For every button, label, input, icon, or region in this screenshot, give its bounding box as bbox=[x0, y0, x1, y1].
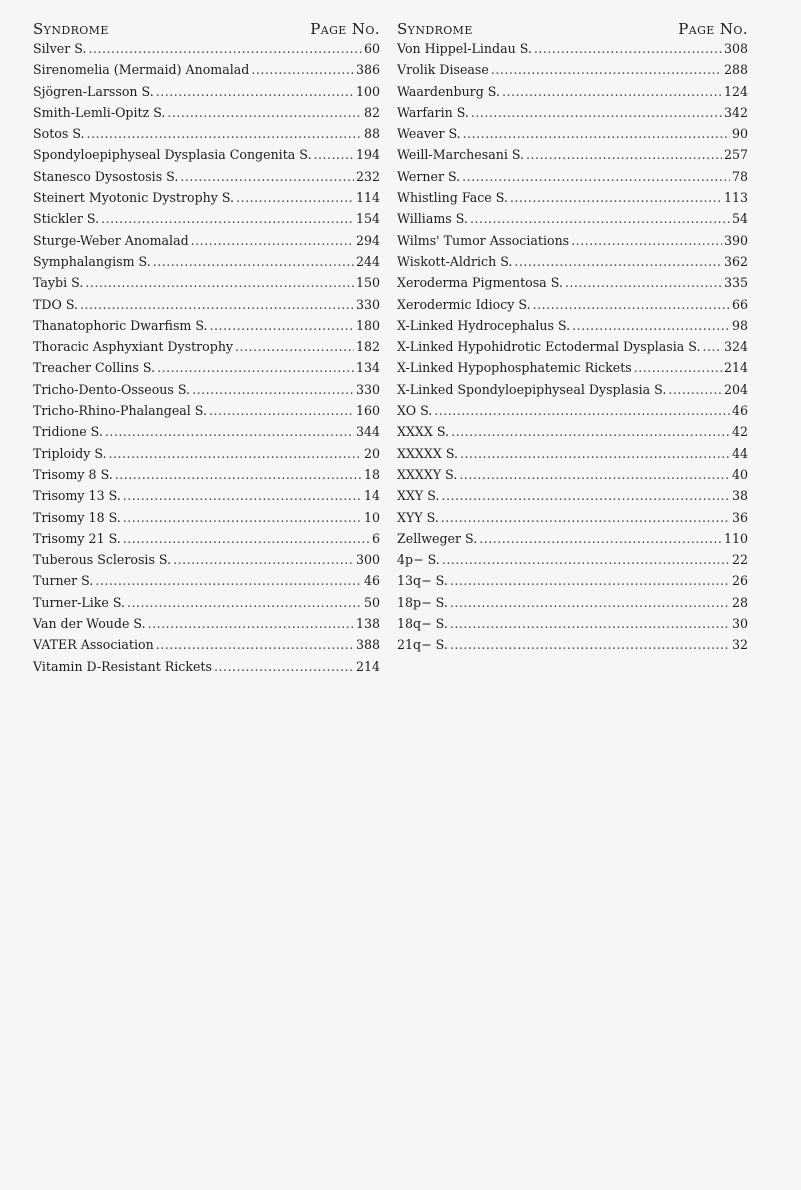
syndrome-name: Wiskott-Aldrich S. bbox=[397, 253, 513, 269]
index-entry bbox=[397, 592, 748, 613]
dot-leader bbox=[214, 656, 354, 677]
page-number: 214 bbox=[723, 360, 748, 376]
column-header bbox=[33, 20, 380, 38]
page-number: 42 bbox=[731, 424, 748, 440]
syndrome-name: Steinert Myotonic Dystrophy S. bbox=[33, 190, 235, 206]
syndrome-name: Trisomy 18 S. bbox=[33, 509, 121, 525]
syndrome-name: Taybi S. bbox=[33, 275, 84, 291]
dot-leader bbox=[235, 336, 354, 357]
page-number: 180 bbox=[355, 317, 380, 333]
syndrome-name: Spondyloepiphyseal Dysplasia Congenita S. bbox=[33, 147, 312, 163]
page-number: 6 bbox=[371, 530, 380, 546]
syndrome-name: Tricho-Dento-Osseous S. bbox=[33, 381, 191, 397]
index-entry bbox=[33, 634, 380, 655]
index-entry bbox=[33, 464, 380, 485]
index-entry bbox=[397, 464, 748, 485]
syndrome-name: Turner-Like S. bbox=[33, 594, 126, 610]
dot-leader bbox=[180, 166, 354, 187]
index-column-right bbox=[397, 20, 748, 656]
page-number: 160 bbox=[355, 403, 380, 419]
dot-leader bbox=[668, 379, 722, 400]
index-entry bbox=[33, 251, 380, 272]
index-entry bbox=[33, 102, 380, 123]
dot-leader bbox=[123, 507, 362, 528]
syndrome-name: TDO S. bbox=[33, 296, 79, 312]
syndrome-name: XXXX S. bbox=[397, 424, 450, 440]
page-number: 335 bbox=[723, 275, 748, 291]
syndrome-name: Sirenomelia (Mermaid) Anomalad bbox=[33, 62, 250, 78]
dot-leader bbox=[210, 315, 354, 336]
index-entry bbox=[397, 507, 748, 528]
dot-leader bbox=[123, 485, 362, 506]
page-number: 18 bbox=[363, 466, 380, 482]
syndrome-name: Zellweger S. bbox=[397, 530, 478, 546]
dot-leader bbox=[313, 144, 353, 165]
dot-leader bbox=[157, 357, 354, 378]
page-number: 90 bbox=[731, 126, 748, 142]
page-number: 150 bbox=[355, 275, 380, 291]
page-number: 78 bbox=[731, 168, 748, 184]
syndrome-name: Whistling Face S. bbox=[397, 190, 508, 206]
dot-leader bbox=[470, 208, 730, 229]
dot-leader bbox=[156, 81, 354, 102]
dot-leader bbox=[105, 421, 354, 442]
index-entry bbox=[397, 357, 748, 378]
dot-leader bbox=[442, 549, 730, 570]
dot-leader bbox=[450, 592, 730, 613]
dot-leader bbox=[88, 38, 362, 59]
index-entry bbox=[33, 379, 380, 400]
syndrome-name: Xeroderma Pigmentosa S. bbox=[397, 275, 563, 291]
dot-leader bbox=[533, 294, 730, 315]
page-number: 82 bbox=[363, 104, 380, 120]
page-number: 204 bbox=[723, 381, 748, 397]
index-entry bbox=[33, 570, 380, 591]
page-number: 390 bbox=[723, 232, 748, 248]
dot-leader bbox=[101, 208, 354, 229]
dot-leader bbox=[491, 59, 722, 80]
syndrome-name: Vitamin D-Resistant Rickets bbox=[33, 658, 212, 674]
syndrome-name: Xerodermic Idiocy S. bbox=[397, 296, 531, 312]
page-number: 36 bbox=[731, 509, 748, 525]
page-number: 257 bbox=[723, 147, 748, 163]
index-entry bbox=[397, 230, 748, 251]
page-number: 388 bbox=[355, 637, 380, 653]
syndrome-name: XXXXX S. bbox=[397, 445, 459, 461]
page-number: 386 bbox=[355, 62, 380, 78]
page-number: 362 bbox=[723, 253, 748, 269]
dot-leader bbox=[450, 570, 730, 591]
page-number: 60 bbox=[363, 41, 380, 56]
page-no-heading: Page No. bbox=[678, 20, 748, 38]
index-entry bbox=[33, 272, 380, 293]
page-number: 214 bbox=[355, 658, 380, 674]
dot-leader bbox=[156, 634, 354, 655]
index-entry bbox=[33, 613, 380, 634]
syndrome-name: Von Hippel-Lindau S. bbox=[397, 41, 532, 56]
page-number: 154 bbox=[355, 211, 380, 227]
dot-leader bbox=[123, 528, 370, 549]
index-entry bbox=[397, 549, 748, 570]
page-number: 46 bbox=[731, 403, 748, 419]
dot-leader bbox=[109, 443, 362, 464]
syndrome-name: Weill-Marchesani S. bbox=[397, 147, 525, 163]
page-number: 124 bbox=[723, 83, 748, 99]
index-entry bbox=[33, 38, 380, 59]
dot-leader bbox=[463, 123, 730, 144]
syndrome-name: Sotos S. bbox=[33, 126, 85, 142]
syndrome-name: Waardenburg S. bbox=[397, 83, 500, 99]
index-list bbox=[397, 38, 748, 656]
index-list bbox=[33, 38, 380, 677]
syndrome-name: XXXXY S. bbox=[397, 466, 458, 482]
index-entry bbox=[397, 421, 748, 442]
index-entry bbox=[33, 144, 380, 165]
dot-leader bbox=[462, 166, 730, 187]
page-number: 50 bbox=[363, 594, 380, 610]
page-number: 342 bbox=[723, 104, 748, 120]
index-entry bbox=[33, 507, 380, 528]
index-entry bbox=[33, 166, 380, 187]
page-number: 113 bbox=[723, 190, 748, 206]
dot-leader bbox=[192, 379, 354, 400]
syndrome-name: Treacher Collins S. bbox=[33, 360, 156, 376]
page-number: 344 bbox=[355, 424, 380, 440]
syndrome-name: 21q− S. bbox=[397, 637, 448, 653]
index-entry bbox=[33, 592, 380, 613]
dot-leader bbox=[95, 570, 362, 591]
page-number: 110 bbox=[723, 530, 748, 546]
index-entry bbox=[33, 485, 380, 506]
dot-leader bbox=[127, 592, 362, 613]
page-number: 40 bbox=[731, 466, 748, 482]
index-entry bbox=[33, 656, 380, 677]
page-number: 46 bbox=[363, 573, 380, 589]
index-entry bbox=[397, 123, 748, 144]
page-number: 294 bbox=[355, 232, 380, 248]
dot-leader bbox=[251, 59, 354, 80]
index-entry bbox=[33, 549, 380, 570]
syndrome-name: Trisomy 13 S. bbox=[33, 488, 121, 504]
syndrome-name: Trisomy 21 S. bbox=[33, 530, 121, 546]
page-number: 244 bbox=[355, 253, 380, 269]
dot-leader bbox=[441, 485, 730, 506]
syndrome-name: Smith-Lemli-Opitz S. bbox=[33, 104, 166, 120]
syndrome-name: Werner S. bbox=[397, 168, 461, 184]
dot-leader bbox=[534, 38, 722, 59]
dot-leader bbox=[565, 272, 722, 293]
page-number: 308 bbox=[723, 41, 748, 56]
dot-leader bbox=[173, 549, 354, 570]
index-entry bbox=[33, 230, 380, 251]
syndrome-name: Triploidy S. bbox=[33, 445, 107, 461]
syndrome-name: Van der Woude S. bbox=[33, 616, 146, 632]
index-entry bbox=[33, 336, 380, 357]
syndrome-name: Tricho-Rhino-Phalangeal S. bbox=[33, 403, 207, 419]
page-number: 134 bbox=[355, 360, 380, 376]
index-entry bbox=[397, 379, 748, 400]
index-entry bbox=[397, 315, 748, 336]
page-number: 138 bbox=[355, 616, 380, 632]
syndrome-name: 18p− S. bbox=[397, 594, 448, 610]
dot-leader bbox=[634, 357, 722, 378]
index-entry bbox=[33, 400, 380, 421]
index-entry bbox=[397, 251, 748, 272]
dot-leader bbox=[572, 315, 730, 336]
dot-leader bbox=[510, 187, 722, 208]
index-entry bbox=[397, 208, 748, 229]
page-number: 182 bbox=[355, 339, 380, 355]
dot-leader bbox=[450, 613, 730, 634]
syndrome-name: 18q− S. bbox=[397, 616, 448, 632]
index-entry bbox=[397, 485, 748, 506]
page-number: 232 bbox=[355, 168, 380, 184]
dot-leader bbox=[85, 272, 354, 293]
syndrome-name: Symphalangism S. bbox=[33, 253, 151, 269]
syndrome-name: XO S. bbox=[397, 403, 433, 419]
dot-leader bbox=[502, 81, 722, 102]
syndrome-name: 4p− S. bbox=[397, 552, 440, 568]
index-entry bbox=[397, 59, 748, 80]
dot-leader bbox=[191, 230, 354, 251]
page-number: 114 bbox=[355, 190, 380, 206]
page-number: 324 bbox=[723, 339, 748, 355]
syndrome-name: 13q− S. bbox=[397, 573, 448, 589]
dot-leader bbox=[514, 251, 722, 272]
page-number: 30 bbox=[731, 616, 748, 632]
syndrome-name: X-Linked Spondyloepiphyseal Dysplasia S. bbox=[397, 381, 667, 397]
dot-leader bbox=[702, 336, 721, 357]
dot-leader bbox=[450, 634, 730, 655]
syndrome-name: Trisomy 8 S. bbox=[33, 466, 113, 482]
index-entry bbox=[397, 570, 748, 591]
index-entry bbox=[397, 102, 748, 123]
dot-leader bbox=[441, 507, 730, 528]
page-number: 38 bbox=[731, 488, 748, 504]
syndrome-name: Weaver S. bbox=[397, 126, 461, 142]
page-number: 300 bbox=[355, 552, 380, 568]
page-number: 88 bbox=[363, 126, 380, 142]
index-entry bbox=[397, 38, 748, 59]
index-entry bbox=[397, 336, 748, 357]
syndrome-name: XYY S. bbox=[397, 509, 439, 525]
page-number: 44 bbox=[731, 445, 748, 461]
index-entry bbox=[397, 400, 748, 421]
page-number: 54 bbox=[731, 211, 748, 227]
syndrome-name: VATER Association bbox=[33, 637, 154, 653]
dot-leader bbox=[236, 187, 354, 208]
syndrome-name: X-Linked Hypohidrotic Ectodermal Dysplasia S. bbox=[397, 339, 701, 355]
dot-leader bbox=[148, 613, 354, 634]
dot-leader bbox=[167, 102, 362, 123]
index-entry bbox=[397, 613, 748, 634]
page-number: 26 bbox=[731, 573, 748, 589]
index-entry bbox=[397, 81, 748, 102]
index-entry bbox=[397, 634, 748, 655]
index-entry bbox=[33, 294, 380, 315]
syndrome-name: Williams S. bbox=[397, 211, 468, 227]
index-entry bbox=[397, 144, 748, 165]
dot-leader bbox=[459, 464, 730, 485]
dot-leader bbox=[153, 251, 354, 272]
dot-leader bbox=[571, 230, 722, 251]
syndrome-name: Stickler S. bbox=[33, 211, 100, 227]
index-entry bbox=[33, 357, 380, 378]
page-number: 14 bbox=[363, 488, 380, 504]
page-number: 66 bbox=[731, 296, 748, 312]
syndrome-name: Warfarin S. bbox=[397, 104, 469, 120]
syndrome-name: Silver S. bbox=[33, 41, 87, 56]
dot-leader bbox=[526, 144, 722, 165]
page-number: 330 bbox=[355, 296, 380, 312]
page-number: 194 bbox=[355, 147, 380, 163]
index-column-left bbox=[33, 20, 380, 677]
syndrome-name: Turner S. bbox=[33, 573, 94, 589]
page-number: 98 bbox=[731, 317, 748, 333]
index-entry bbox=[33, 123, 380, 144]
index-entry bbox=[397, 187, 748, 208]
syndrome-name: Vrolik Disease bbox=[397, 62, 489, 78]
index-entry bbox=[33, 208, 380, 229]
dot-leader bbox=[479, 528, 722, 549]
dot-leader bbox=[451, 421, 730, 442]
syndrome-name: XXY S. bbox=[397, 488, 440, 504]
syndrome-name: Sturge-Weber Anomalad bbox=[33, 232, 189, 248]
dot-leader bbox=[471, 102, 722, 123]
dot-leader bbox=[115, 464, 362, 485]
index-entry bbox=[397, 294, 748, 315]
index-entry bbox=[33, 81, 380, 102]
dot-leader bbox=[460, 443, 730, 464]
page-number: 20 bbox=[363, 445, 380, 461]
syndrome-name: Thoracic Asphyxiant Dystrophy bbox=[33, 339, 234, 355]
page-number: 22 bbox=[731, 552, 748, 568]
dot-leader bbox=[209, 400, 354, 421]
page-number: 10 bbox=[363, 509, 380, 525]
page-number: 330 bbox=[355, 381, 380, 397]
dot-leader bbox=[87, 123, 362, 144]
syndrome-name: Thanatophoric Dwarfism S. bbox=[33, 317, 208, 333]
index-entry bbox=[33, 421, 380, 442]
index-entry bbox=[33, 59, 380, 80]
syndrome-name: Stanesco Dysostosis S. bbox=[33, 168, 179, 184]
syndrome-heading: Syndrome bbox=[33, 20, 109, 38]
index-entry bbox=[33, 443, 380, 464]
dot-leader bbox=[80, 294, 354, 315]
column-header bbox=[397, 20, 748, 38]
index-entry bbox=[397, 272, 748, 293]
index-entry bbox=[33, 528, 380, 549]
page-number: 28 bbox=[731, 594, 748, 610]
index-entry bbox=[397, 443, 748, 464]
page-number: 100 bbox=[355, 83, 380, 99]
syndrome-name: Sjögren-Larsson S. bbox=[33, 83, 154, 99]
page-no-heading: Page No. bbox=[310, 20, 380, 38]
index-entry bbox=[33, 315, 380, 336]
syndrome-name: Tuberous Sclerosis S. bbox=[33, 552, 172, 568]
syndrome-name: Tridione S. bbox=[33, 424, 103, 440]
dot-leader bbox=[434, 400, 730, 421]
syndrome-name: X-Linked Hydrocephalus S. bbox=[397, 317, 571, 333]
syndrome-name: X-Linked Hypophosphatemic Rickets bbox=[397, 360, 632, 376]
page-number: 32 bbox=[731, 637, 748, 653]
index-entry bbox=[397, 166, 748, 187]
page-number: 288 bbox=[723, 62, 748, 78]
index-entry bbox=[33, 187, 380, 208]
syndrome-heading: Syndrome bbox=[397, 20, 473, 38]
index-entry bbox=[397, 528, 748, 549]
syndrome-name: Wilms' Tumor Associations bbox=[397, 232, 570, 248]
